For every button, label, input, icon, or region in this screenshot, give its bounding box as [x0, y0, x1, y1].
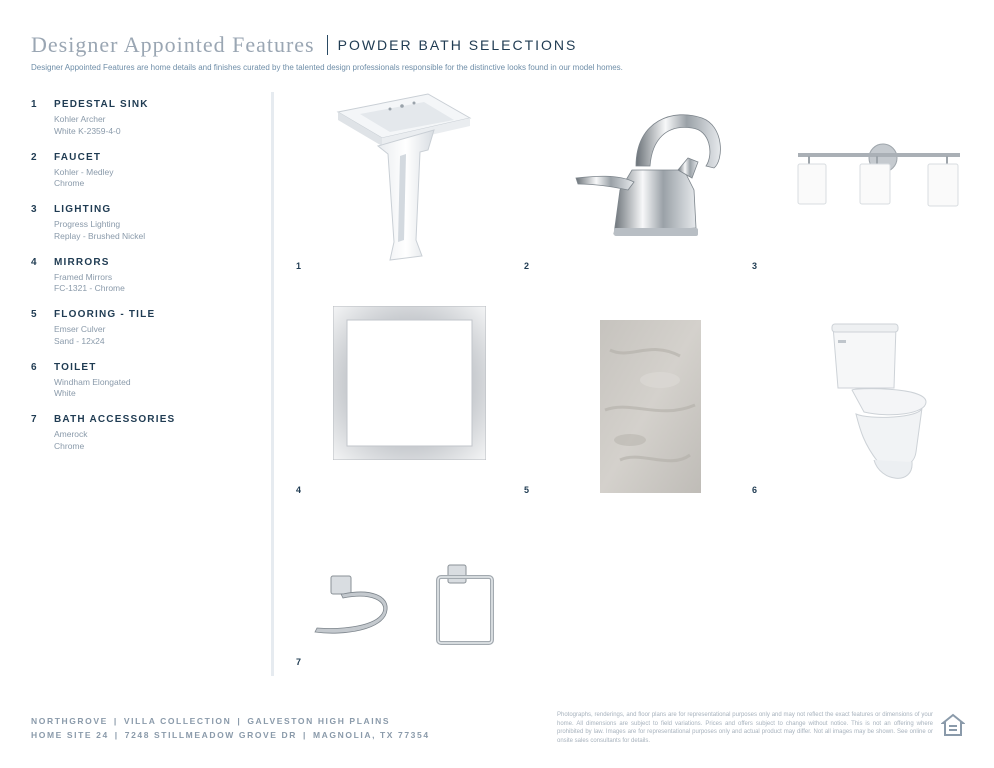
selection-line1: Amerock [54, 429, 88, 439]
selection-desc [54, 219, 145, 242]
photo-number-4: 4 [296, 485, 302, 495]
selection-name: FLOORING - TILE [54, 309, 156, 320]
selection-line1: Framed Mirrors [54, 271, 113, 282]
footer-disclaimer: Photographs, renderings, and floor plans are for representational purposes only and may not reflect the exact features or dimensions of your home. All dimensions are subject to field variations. Prices and offers subject to change without notice. This is not an offering where prohibited by law. Images are for representational purposes only and actual product may differ. Not all images may be shown. See online or onsite sales consultants for details. [557, 712, 933, 744]
selection-number: 7 [31, 414, 37, 425]
selection-line1: Progress Lighting [54, 219, 121, 229]
community-name: NORTHGROVE [31, 716, 108, 726]
photo-number-6: 6 [752, 485, 758, 495]
equal-housing-opportunity-icon [941, 713, 965, 737]
selection-line1: Emser Culver [54, 324, 106, 334]
toilet-paper-holder-image [313, 572, 391, 638]
selection-desc [54, 429, 88, 452]
selection-line2: White [54, 388, 76, 398]
selections-list [31, 99, 266, 467]
selection-name: PEDESTAL SINK [54, 99, 149, 110]
home-site: HOME SITE 24 [31, 730, 109, 740]
selection-desc [54, 272, 125, 295]
selection-number: 3 [31, 204, 37, 215]
selection-name: TOILET [54, 361, 97, 373]
selection-number: 5 [31, 309, 37, 320]
vanity-light-image [796, 140, 962, 212]
selection-number: 4 [31, 256, 37, 268]
selection-desc [54, 167, 114, 190]
selection-name: MIRRORS [54, 256, 110, 268]
selection-desc [54, 377, 131, 400]
page-subtitle: POWDER BATH SELECTIONS [337, 37, 578, 53]
mirror-image [333, 306, 486, 460]
selection-line1: Windham Elongated [54, 376, 131, 387]
selection-number: 2 [31, 151, 37, 163]
towel-ring-image [434, 563, 498, 647]
pedestal-sink-image [330, 90, 475, 262]
collection-name: VILLA COLLECTION [123, 716, 232, 726]
selection-desc [54, 114, 121, 137]
selection-line2: Sand - 12x24 [54, 335, 105, 346]
photo-number-1: 1 [296, 261, 302, 271]
selection-item-mirrors [31, 257, 266, 310]
selection-name: BATH ACCESSORIES [54, 414, 176, 425]
page-title: Designer Appointed Features [31, 32, 315, 57]
selection-number: 1 [31, 99, 37, 110]
street-address: 7248 STILLMEADOW GROVE DR [124, 730, 298, 740]
selection-line1: Kohler - Medley [54, 166, 114, 177]
selection-desc [54, 324, 105, 347]
floor-tile-image [600, 320, 701, 493]
intro-text: Designer Appointed Features are home details and finishes curated by the talented design professionals responsible for the distinctive looks found in our model homes. [31, 63, 623, 72]
selection-line2: Chrome [54, 440, 85, 451]
selection-line1: Kohler Archer [54, 114, 106, 124]
photo-number-2: 2 [524, 261, 530, 271]
selection-name: LIGHTING [54, 204, 112, 215]
toilet-image [830, 322, 928, 490]
selection-line2: Replay - Brushed Nickel [54, 230, 146, 241]
header [31, 32, 577, 58]
selection-number: 6 [31, 361, 37, 373]
photo-number-5: 5 [524, 485, 530, 495]
selection-line2: Chrome [54, 178, 85, 188]
footer-line-1: NORTHGROVE | VILLA COLLECTION | GALVESTON HIGH PLAINS [31, 716, 391, 726]
selection-item-flooring-tile [31, 309, 266, 362]
selection-item-faucet [31, 152, 266, 205]
selection-item-lighting [31, 204, 266, 257]
photo-number-3: 3 [752, 261, 758, 271]
selection-item-pedestal-sink [31, 99, 266, 152]
selection-line2: White K-2359-4-0 [54, 125, 121, 136]
faucet-image [574, 110, 726, 238]
selection-name: FAUCET [54, 151, 102, 163]
selection-item-toilet [31, 362, 266, 415]
city-state-zip: MAGNOLIA, TX 77354 [313, 730, 430, 740]
selection-item-bath-accessories [31, 414, 266, 467]
title-separator [327, 35, 328, 55]
footer-line-2: HOME SITE 24 | 7248 STILLMEADOW GROVE DR | MAGNOLIA, TX 77354 [31, 730, 430, 740]
photo-number-7: 7 [296, 657, 302, 667]
vertical-divider [271, 92, 274, 676]
selection-line2: FC-1321 - Chrome [54, 283, 125, 293]
plan-name: GALVESTON HIGH PLAINS [247, 716, 391, 726]
footer-address [31, 714, 430, 742]
